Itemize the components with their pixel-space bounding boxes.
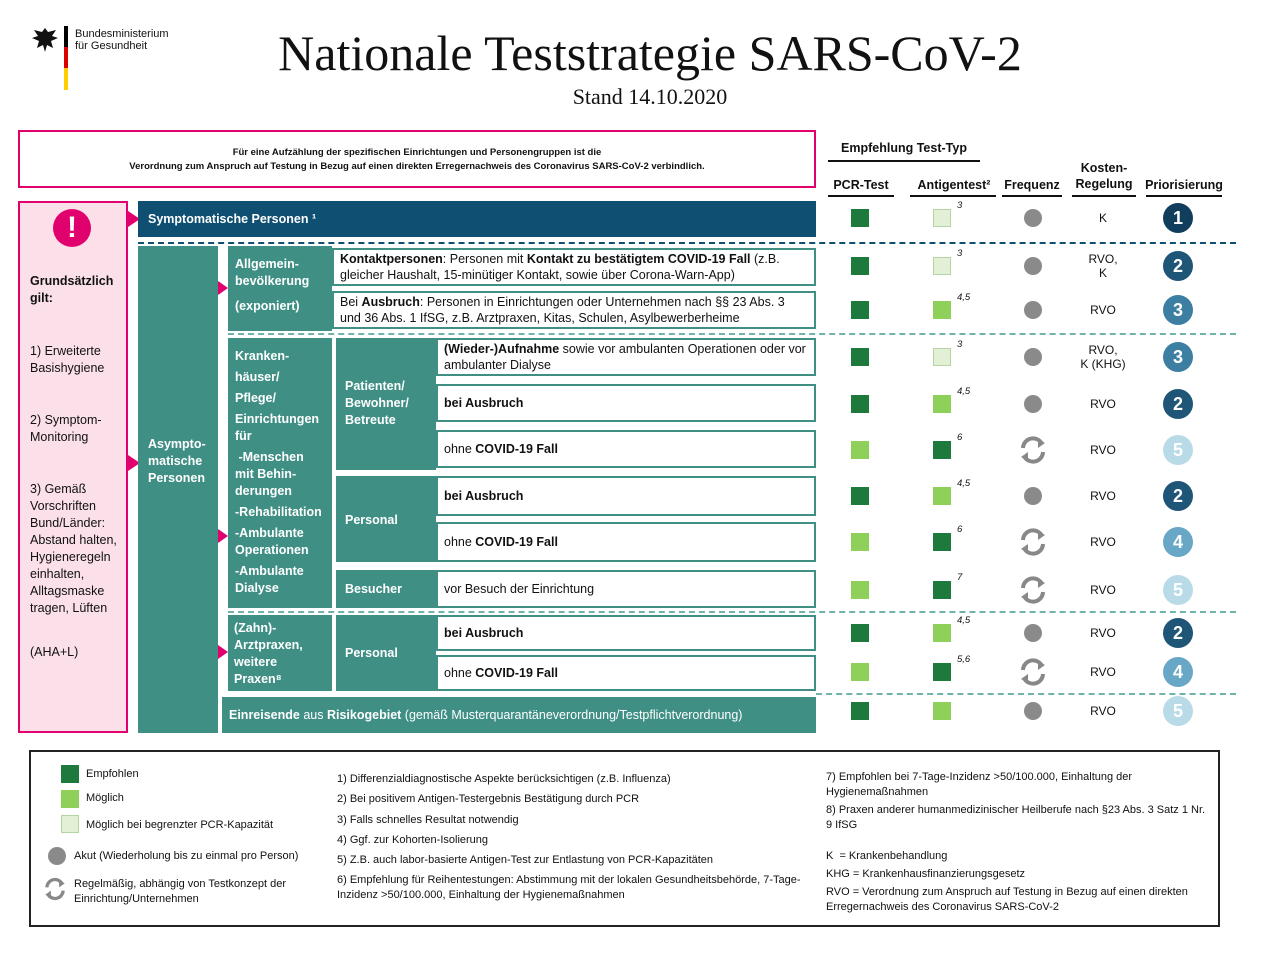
notice-box: Für eine Aufzählung der spezifischen Einrichtungen und Personengruppen ist die Verordnung zum Anspruch auf Testung in Bezug auf einen direkten Erregernachweis des Coronavirus SARS-CoV-2 verbindlich. bbox=[18, 130, 816, 188]
abbr-rvo: RVO = Verordnung zum Anspruch auf Testung in Bezug auf einen direkten Erregernachweis des Coronavirus SARS-CoV-2 bbox=[826, 886, 1188, 913]
cost-regulation: RVO bbox=[1090, 489, 1116, 503]
ministry-name: Bundesministerium für Gesundheit bbox=[75, 28, 169, 52]
header-prio: Priorisierung bbox=[1145, 178, 1223, 192]
page-title: Nationale Teststrategie SARS-CoV-2 bbox=[278, 25, 1022, 81]
priority-badge: 2 bbox=[1163, 618, 1193, 648]
antigen-footnote-ref: 3 bbox=[957, 339, 963, 350]
pcr-indicator bbox=[851, 487, 869, 505]
priority-badge: 2 bbox=[1163, 481, 1193, 511]
hospitals-label: Kranken- häuser/ Pflege/ Einrichtungen für -Menschen mit Behin- derungen -Rehabilitation -Ambulante Operationen -Ambulante Dialyse bbox=[228, 338, 332, 608]
legend-swatch-possible bbox=[61, 790, 79, 808]
acute-frequency-icon bbox=[1024, 209, 1042, 227]
antigen-footnote-ref: 4,5 bbox=[957, 292, 971, 303]
priority-badge: 2 bbox=[1163, 251, 1193, 281]
priority-badge: 3 bbox=[1163, 342, 1193, 372]
pcr-indicator bbox=[851, 257, 869, 275]
pcr-indicator bbox=[851, 209, 869, 227]
row-separator bbox=[816, 693, 1236, 695]
antigen-indicator bbox=[933, 395, 951, 413]
row-patient-no-case: ohne COVID-19 Fall bbox=[436, 430, 816, 468]
footnote-8: 8) Praxen anderer humanmedizinischer Heilberufe nach §23 Abs. 3 Satz 1 Nr. 9 IfSG bbox=[826, 804, 1206, 831]
antigen-indicator bbox=[933, 663, 951, 681]
row-staff-no-case: ohne COVID-19 Fall bbox=[436, 522, 816, 562]
row-visitors: vor Besuch der Einrichtung bbox=[436, 570, 816, 608]
legend-recommended: Empfohlen bbox=[86, 768, 139, 780]
pcr-indicator bbox=[851, 702, 869, 720]
antigen-indicator bbox=[933, 348, 951, 366]
antigen-indicator bbox=[933, 301, 951, 319]
sidebar-item-2: 2) Symptom-Monitoring bbox=[30, 413, 102, 444]
row-patient-outbreak: bei Ausbruch bbox=[436, 384, 816, 422]
acute-frequency-icon bbox=[1024, 348, 1042, 366]
acute-frequency-icon bbox=[1024, 301, 1042, 319]
antigen-footnote-ref: 5,6 bbox=[957, 654, 971, 665]
warning-icon: ! bbox=[53, 209, 91, 247]
antigen-footnote-ref: 6 bbox=[957, 432, 963, 443]
cost-regulation: RVO, K (KHG) bbox=[1080, 343, 1126, 371]
pcr-indicator bbox=[851, 348, 869, 366]
priority-badge: 3 bbox=[1163, 295, 1193, 325]
asymptomatic-label: Asympto-matische Personen bbox=[138, 246, 218, 733]
footnote-6: 6) Empfehlung für Reihentestungen: Abstimmung mit der lokalen Gesundheitsbehörde, 7-Tage-Inzidenz >50/100.000, Einhaltung der Hygienemaßnahmen bbox=[337, 874, 801, 901]
cost-regulation: RVO bbox=[1090, 303, 1116, 317]
priority-badge: 4 bbox=[1163, 657, 1193, 687]
flag-stripe bbox=[64, 26, 68, 90]
antigen-indicator bbox=[933, 624, 951, 642]
cost-regulation: RVO bbox=[1090, 583, 1116, 597]
antigen-footnote-ref: 4,5 bbox=[957, 386, 971, 397]
cost-regulation: RVO bbox=[1090, 665, 1116, 679]
antigen-indicator bbox=[933, 581, 951, 599]
footnote-2: 2) Bei positivem Antigen-Testergebnis Bestätigung durch PCR bbox=[337, 793, 640, 805]
header-pcr: PCR-Test bbox=[833, 178, 889, 192]
legend-swatch-recommended bbox=[61, 765, 79, 783]
legend-recurring-icon bbox=[42, 876, 68, 902]
footnote-7: 7) Empfohlen bei 7-Tage-Inzidenz >50/100.000, Einhaltung der Hygienemaßnahmen bbox=[826, 771, 1133, 798]
staff-label: Personal bbox=[336, 476, 436, 562]
sidebar-item-1: 1) Erweiterte Basishygiene bbox=[30, 344, 105, 375]
cost-regulation: RVO bbox=[1090, 535, 1116, 549]
pointer-arrow bbox=[218, 645, 228, 659]
antigen-footnote-ref: 7 bbox=[957, 572, 963, 583]
sidebar-item-4: (AHA+L) bbox=[30, 645, 79, 659]
federal-eagle-logo bbox=[30, 26, 60, 54]
abbr-khg: KHG = Krankenhausfinanzierungsgesetz bbox=[826, 868, 1026, 880]
pcr-indicator bbox=[851, 533, 869, 551]
sidebar-heading: Grundsätzlich gilt: bbox=[30, 274, 114, 305]
antigen-footnote-ref: 3 bbox=[957, 248, 963, 259]
recurring-frequency-icon bbox=[1017, 574, 1049, 606]
pcr-indicator bbox=[851, 581, 869, 599]
legend-acute-icon bbox=[48, 847, 66, 865]
patients-label: Patienten/ Bewohner/ Betreute bbox=[336, 338, 436, 470]
footnote-5: 5) Z.B. auch labor-basierte Antigen-Test zur Entlastung von PCR-Kapazitäten bbox=[337, 854, 714, 866]
row-entrants: Einreisende aus Risikogebiet (gemäß Musterquarantäneverordnung/Testpflichtverordnung) bbox=[222, 697, 816, 733]
cost-regulation: RVO bbox=[1090, 443, 1116, 457]
row-contact-persons: Kontaktpersonen: Personen mit Kontakt zu bestätigtem COVID-19 Fall (z.B. gleicher Haushalt, 15-minütiger Kontakt, sowie über Corona-Warn-App) bbox=[332, 248, 816, 286]
page-subtitle: Stand 14.10.2020 bbox=[572, 84, 728, 109]
cost-regulation: RVO bbox=[1090, 397, 1116, 411]
pointer-arrow bbox=[218, 529, 228, 543]
general-population-label: Allgemein-bevölkerung (exponiert) bbox=[228, 246, 332, 331]
legend-swatch-limited bbox=[61, 815, 79, 833]
footnote-3: 3) Falls schnelles Resultat notwendig bbox=[337, 814, 519, 826]
visitors-label: Besucher bbox=[336, 570, 436, 608]
acute-frequency-icon bbox=[1024, 624, 1042, 642]
practices-label: (Zahn)-Arztpraxen, weitere Praxen⁸ bbox=[228, 615, 332, 691]
abbr-k: K = Krankenbehandlung bbox=[826, 850, 948, 862]
cost-regulation: RVO bbox=[1090, 704, 1116, 718]
cost-regulation: RVO bbox=[1090, 626, 1116, 640]
priority-badge: 1 bbox=[1163, 203, 1193, 233]
row-practice-no-case: ohne COVID-19 Fall bbox=[436, 655, 816, 691]
priority-badge: 2 bbox=[1163, 389, 1193, 419]
antigen-indicator bbox=[933, 441, 951, 459]
recurring-frequency-icon bbox=[1017, 526, 1049, 558]
priority-badge: 5 bbox=[1163, 575, 1193, 605]
antigen-indicator bbox=[933, 533, 951, 551]
sidebar-item-3: 3) Gemäß Vorschriften Bund/Länder: Abstand halten, Hygieneregeln einhalten, Alltagsmaske tragen, Lüften bbox=[30, 482, 117, 615]
antigen-indicator bbox=[933, 487, 951, 505]
priority-badge: 4 bbox=[1163, 527, 1193, 557]
pcr-indicator bbox=[851, 624, 869, 642]
antigen-footnote-ref: 3 bbox=[957, 200, 963, 211]
priority-badge: 5 bbox=[1163, 696, 1193, 726]
symptomatic-bar: Symptomatische Personen ¹ bbox=[138, 201, 816, 237]
priority-badge: 5 bbox=[1163, 435, 1193, 465]
header-underline bbox=[828, 160, 980, 162]
row-admission: (Wieder-)Aufnahme sowie vor ambulanten Operationen oder vor ambulanter Dialyse bbox=[436, 338, 816, 376]
practice-staff-label: Personal bbox=[336, 615, 436, 691]
pcr-indicator bbox=[851, 395, 869, 413]
legend-limited: Möglich bei begrenzter PCR-Kapazität bbox=[86, 819, 274, 831]
acute-frequency-icon bbox=[1024, 487, 1042, 505]
cost-regulation: K bbox=[1098, 211, 1107, 225]
pcr-indicator bbox=[851, 441, 869, 459]
row-separator bbox=[228, 611, 1236, 613]
antigen-footnote-ref: 4,5 bbox=[957, 615, 971, 626]
recurring-frequency-icon bbox=[1017, 656, 1049, 688]
acute-frequency-icon bbox=[1024, 702, 1042, 720]
row-separator bbox=[228, 333, 1236, 335]
antigen-footnote-ref: 6 bbox=[957, 524, 963, 535]
legend-possible: Möglich bbox=[86, 792, 124, 804]
antigen-indicator bbox=[933, 257, 951, 275]
antigen-footnote-ref: 4,5 bbox=[957, 478, 971, 489]
footnote-4: 4) Ggf. zur Kohorten-Isolierung bbox=[337, 834, 489, 846]
row-practice-outbreak: bei Ausbruch bbox=[436, 615, 816, 651]
pointer-arrow bbox=[218, 281, 228, 295]
row-outbreak-institutions: Bei Ausbruch: Personen in Einrichtungen oder Unternehmen nach §§ 23 Abs. 3 und 36 Abs. 1 IfSG, z.B. Arztpraxen, Kitas, Schulen, Asylbewerberheime bbox=[332, 291, 816, 329]
header-frequenz: Frequenz bbox=[1004, 178, 1060, 192]
antigen-indicator bbox=[933, 702, 951, 720]
header-kosten: Kosten- Regelung bbox=[1075, 161, 1133, 191]
acute-frequency-icon bbox=[1024, 395, 1042, 413]
antigen-indicator bbox=[933, 209, 951, 227]
cost-regulation: RVO, K bbox=[1088, 252, 1118, 280]
header-antigen: Antigentest² bbox=[917, 178, 991, 192]
row-staff-outbreak: bei Ausbruch bbox=[436, 476, 816, 516]
pcr-indicator bbox=[851, 663, 869, 681]
header-test-type: Empfehlung Test-Typ bbox=[841, 141, 967, 155]
recurring-frequency-icon bbox=[1017, 434, 1049, 466]
pcr-indicator bbox=[851, 301, 869, 319]
legend-acute: Akut (Wiederholung bis zu einmal pro Person) bbox=[74, 850, 299, 862]
acute-frequency-icon bbox=[1024, 257, 1042, 275]
row-separator bbox=[138, 242, 1236, 244]
footnote-1: 1) Differenzialdiagnostische Aspekte berücksichtigen (z.B. Influenza) bbox=[337, 773, 671, 785]
legend-recurring: Regelmäßig, abhängig von Testkonzept der Einrichtung/Unternehmen bbox=[74, 878, 286, 905]
